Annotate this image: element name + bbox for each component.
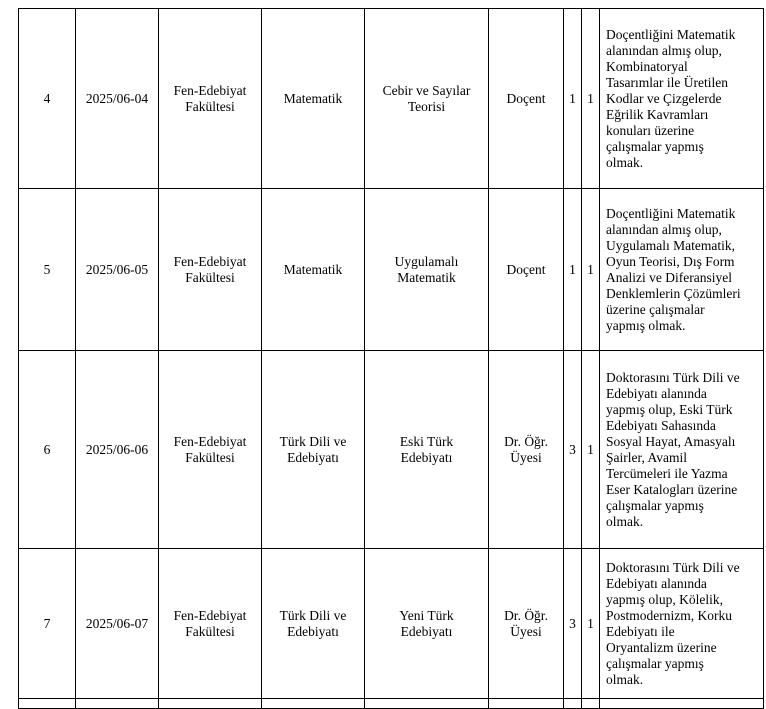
department-cell: Matematik	[262, 189, 365, 351]
count-cell: 1	[564, 9, 582, 189]
count-cell: 1	[582, 9, 600, 189]
field-cell: Cebir ve Sayılar Teorisi	[365, 9, 489, 189]
count-cell: 1	[564, 189, 582, 351]
empty-cell	[582, 699, 600, 709]
title-cell: Dr. Öğr. Üyesi	[489, 351, 564, 549]
count-cell: 1	[582, 189, 600, 351]
department-cell: Türk Dili ve Edebiyatı	[262, 351, 365, 549]
empty-cell	[489, 699, 564, 709]
description-cell: Doçentliğini Matematik alanından almış olup, Uygulamalı Matematik, Oyun Teorisi, Dış Form Analizi ve Diferansiyel Denklemlerin Çözümleri üzerine çalışmalar yapmış olmak.	[600, 189, 764, 351]
faculty-cell: Fen-Edebiyat Fakültesi	[159, 351, 262, 549]
empty-cell	[159, 699, 262, 709]
description-cell: Doktorasını Türk Dili ve Edebiyatı alanında yapmış olup, Kölelik, Postmodernizm, Korku Edebiyatı ile Oryantalizm üzerine çalışmalar yapmış olmak.	[600, 549, 764, 699]
row-number: 4	[19, 9, 76, 189]
empty-cell	[365, 699, 489, 709]
field-cell: Uygulamalı Matematik	[365, 189, 489, 351]
announcement-date: 2025/06-06	[76, 351, 159, 549]
description-cell: Doktorasını Türk Dili ve Edebiyatı alanında yapmış olup, Eski Türk Edebiyatı Sahasında Sosyal Hayat, Amasyalı Şairler, Avamil Tercümeleri ile Yazma Eser Katalogları üzerine çalışmalar yapmış olmak.	[600, 351, 764, 549]
announcement-date: 2025/06-07	[76, 549, 159, 699]
empty-cell	[564, 699, 582, 709]
empty-cell	[600, 699, 764, 709]
announcement-date: 2025/06-05	[76, 189, 159, 351]
table-row	[19, 189, 764, 351]
field-cell: Yeni Türk Edebiyatı	[365, 549, 489, 699]
row-number: 6	[19, 351, 76, 549]
empty-cell	[76, 699, 159, 709]
field-cell: Eski Türk Edebiyatı	[365, 351, 489, 549]
count-cell: 3	[564, 549, 582, 699]
empty-cell	[19, 699, 76, 709]
table-row	[19, 549, 764, 699]
description-cell: Doçentliğini Matematik alanından almış olup, Kombinatoryal Tasarımlar ile Üretilen Kodlar ve Çizgelerde Eğrilik Kavramları konuları üzerine çalışmalar yapmış olmak.	[600, 9, 764, 189]
title-cell: Doçent	[489, 189, 564, 351]
table-row	[19, 9, 764, 189]
title-cell: Dr. Öğr. Üyesi	[489, 549, 564, 699]
table-row	[19, 351, 764, 549]
faculty-cell: Fen-Edebiyat Fakültesi	[159, 189, 262, 351]
department-cell: Türk Dili ve Edebiyatı	[262, 549, 365, 699]
title-cell: Doçent	[489, 9, 564, 189]
table-row-partial	[19, 699, 764, 709]
department-cell: Matematik	[262, 9, 365, 189]
row-number: 7	[19, 549, 76, 699]
count-cell: 1	[582, 351, 600, 549]
count-cell: 1	[582, 549, 600, 699]
faculty-cell: Fen-Edebiyat Fakültesi	[159, 549, 262, 699]
positions-table	[18, 8, 764, 709]
faculty-cell: Fen-Edebiyat Fakültesi	[159, 9, 262, 189]
count-cell: 3	[564, 351, 582, 549]
empty-cell	[262, 699, 365, 709]
row-number: 5	[19, 189, 76, 351]
announcement-date: 2025/06-04	[76, 9, 159, 189]
